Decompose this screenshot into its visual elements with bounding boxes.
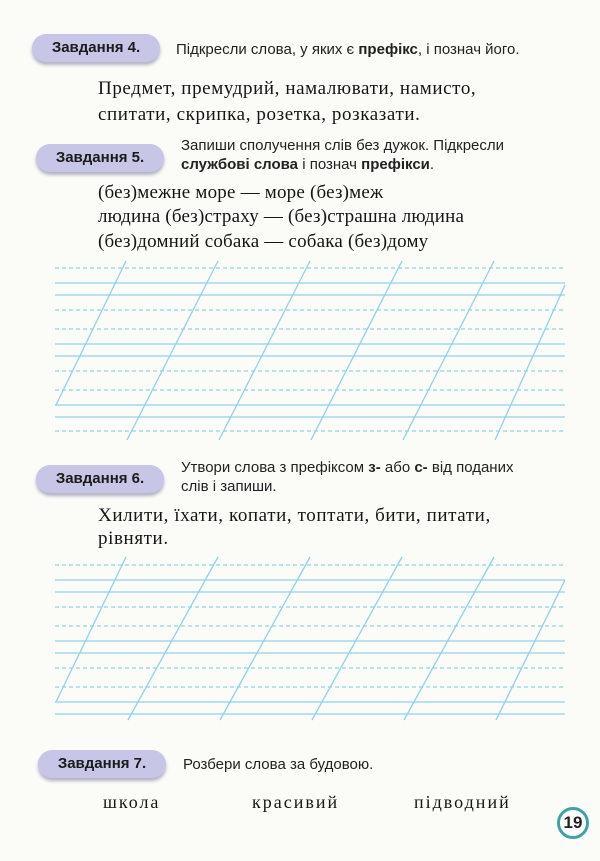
task-6-words-line-2: рівняти. xyxy=(98,528,169,549)
task-7-word-3: підводний xyxy=(414,792,511,812)
task-4-words-line-1: Предмет, премудрий, намалювати, намисто, xyxy=(98,78,477,99)
task-4-label: Завдання 4. xyxy=(32,34,160,62)
task-5-label: Завдання 5. xyxy=(36,144,164,172)
task-6-label: Завдання 6. xyxy=(36,465,164,493)
task-7-word-1: школа xyxy=(103,792,161,812)
writing-grid-2[interactable] xyxy=(0,545,600,725)
task-5-phrase-3: (без)домний собака — собака (без)дому xyxy=(98,231,429,252)
task-5-phrase-1: (без)межне море — море (без)меж xyxy=(98,182,384,203)
task-7-word-2: красивий xyxy=(252,792,340,812)
task-7-instruction: Розбери слова за будовою. xyxy=(183,756,374,773)
task-5-phrase-2: людина (без)страху — (без)страшна людина xyxy=(98,206,465,227)
task-6-instruction: Утвори слова з префіксом з- або с- від поданих слів і запиши. xyxy=(181,459,514,495)
page-number: 19 xyxy=(557,807,589,839)
task-7-label: Завдання 7. xyxy=(38,750,166,778)
task-5-instruction: Запиши сполучення слів без дужок. Підкресли службові слова і познач префікси. xyxy=(181,137,505,173)
task-6-words-line-1: Хилити, їхати, копати, топтати, бити, питати, xyxy=(98,505,491,526)
task-4-words-line-2: спитати, скрипка, розетка, розказати. xyxy=(98,104,421,125)
writing-grid-1[interactable] xyxy=(0,255,600,445)
task-4-instruction: Підкресли слова, у яких є префікс, і познач його. xyxy=(176,41,520,58)
